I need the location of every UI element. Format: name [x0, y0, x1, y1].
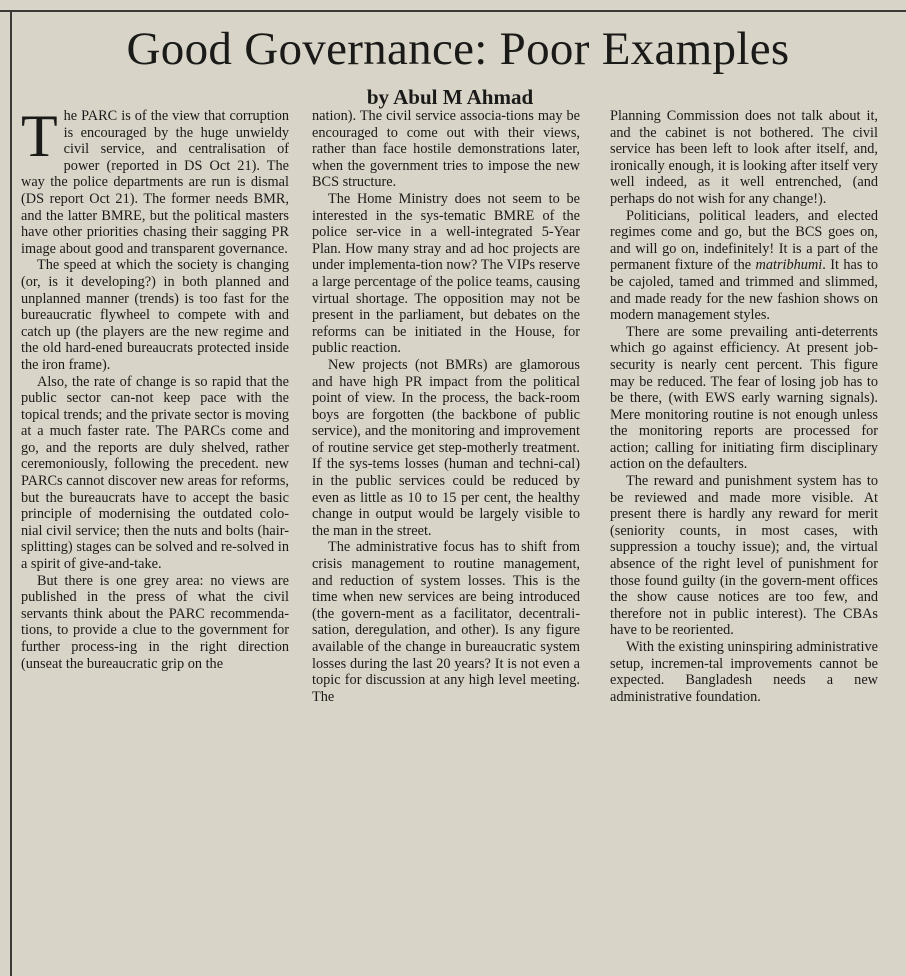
byline: by Abul M Ahmad: [366, 85, 534, 109]
column-3: [610, 108, 878, 968]
italic-word: matribhumi: [755, 257, 823, 274]
column-1: [21, 108, 289, 968]
paragraph: New projects (not BMRs) are glamorous and have high PR impact from the political point of view. In the process, the back-room boys are forgotten (the backbone of public service), and the monitoring and improvement of routine service get step-motherly treatment. If the sys-tems losses (human and techni-cal) in the public services could be reduced by even as little as 10 to 15 per cent, the healthy change in output would be largely visible to the man in the street.: [312, 356, 580, 539]
paragraph: But there is one grey area: no views are published in the press of what the civil servants think about the PARC recommenda-tions, to provide a clue to the government for further process-ing in the right direction (unseat the bureaucratic grip on the: [21, 572, 289, 672]
paragraph: The speed at which the society is changing (or, is it developing?) in both planned and unplanned manner (trends) is too fast for the bureaucratic flywheel to compete with and catch up (the players are the new regime and the old hard-ened bureaucrats protected inside the iron frame).: [21, 257, 289, 373]
paragraph: The administrative focus has to shift from crisis management to routine management, and reduction of system losses. This is the time when new services are being introduced (the govern-ment as a facilitator, decentrali-sation, deregulation, and other). Is any figure available of the change in bureaucratic system losses during the last 20 years? It is not even a topic for discussion at any high level meeting. The: [312, 539, 580, 705]
paragraph: The Home Ministry does not seem to be interested in the sys-tematic BMRE of the police ser-vice in a well-integrated 5-Year Plan. How many stray and ad hoc projects are under implementa-tion now? The VIPs reserve a large percentage of the police teams, causing virtual shortage. The opposition may not be present in the parliament, but debates on the reforms can be initiated in the House, for public reaction.: [312, 190, 580, 357]
paragraph: With the existing uninspiring administrative setup, incremen-tal improvements cannot be expected. Bangladesh needs a new administrative foundation.: [610, 639, 878, 705]
paragraph-text: he PARC is of the view that corruption is encouraged by the huge unwieldy civil service, and centralisation of power (reported in DS Oct 21). The way the police departments are run is dismal (DS report Oct 21). The former needs BMR, and the latter BMRE, but the political masters have other priorities chasing their sagging PR image about good and transparent governance.: [21, 108, 289, 257]
drop-cap: T: [21, 108, 58, 169]
headline: Good Governance: Poor Examples: [126, 23, 790, 75]
column-2: [312, 108, 580, 968]
paragraph: [21, 108, 289, 257]
paragraph-text: . It has to be cajoled, tamed and trimmed and slimmed, and made ready for the new fashion shows on modern management styles.: [610, 257, 878, 324]
paragraph: Also, the rate of change is so rapid that the public sector can-not keep pace with the topical trends; and the private sector is moving at a much faster rate. The PARCs come and go, and the reports are duly shelved, rather ceremoniously, following the precedent. new PARCs cannot discover new areas for reforms, but the bureaucrats have to accept the basic principle of modernising the outdated colo-nial civil service; then the nuts and bolts (hair-splitting) stages can be solved and re-solved in a spirit of give-and-take.: [21, 373, 289, 573]
paragraph: There are some prevailing anti-deterrents which go against efficiency. At present job-security is nearly cent percent. This figure may be reduced. The fear of losing job has to be there, (with EWS early warning signals). Mere monitoring routine is not enough unless the monitoring reports are processed for action; calling for initiating firm disciplinary action on the defaulters.: [610, 323, 878, 473]
paragraph: Planning Commission does not talk about it, and the cabinet is not bothered. The civil service has been left to look after itself, and, ironically enough, it is looking after itself very well indeed, as it well entrenched, (and perhaps do not wish for any change!).: [610, 108, 878, 207]
left-column-rule: [10, 12, 12, 976]
paragraph: nation). The civil service associa-tions may be encouraged to come out with their views, rather than face hostile demonstrations later, when the government tries to impose the new BCS structure.: [312, 108, 580, 191]
top-rule: [0, 10, 906, 12]
paragraph-text: Politicians, political leaders, and elected regimes come and go, but the BCS goes on, and will go on, indefinitely! It is a part of the permanent fixture of the: [610, 207, 878, 274]
paragraph: The reward and punishment system has to be reviewed and made more visible. At present there is hardly any reward for merit (seniority counts, in most cases, with suppression a touchy issue); and, the virtual absence of the right level of punishment for those found guilty (in the govern-ment offices the show cause notices are too few, and therefore not in public interest). The CBAs have to be reoriented.: [610, 473, 878, 639]
paragraph: [610, 208, 878, 324]
